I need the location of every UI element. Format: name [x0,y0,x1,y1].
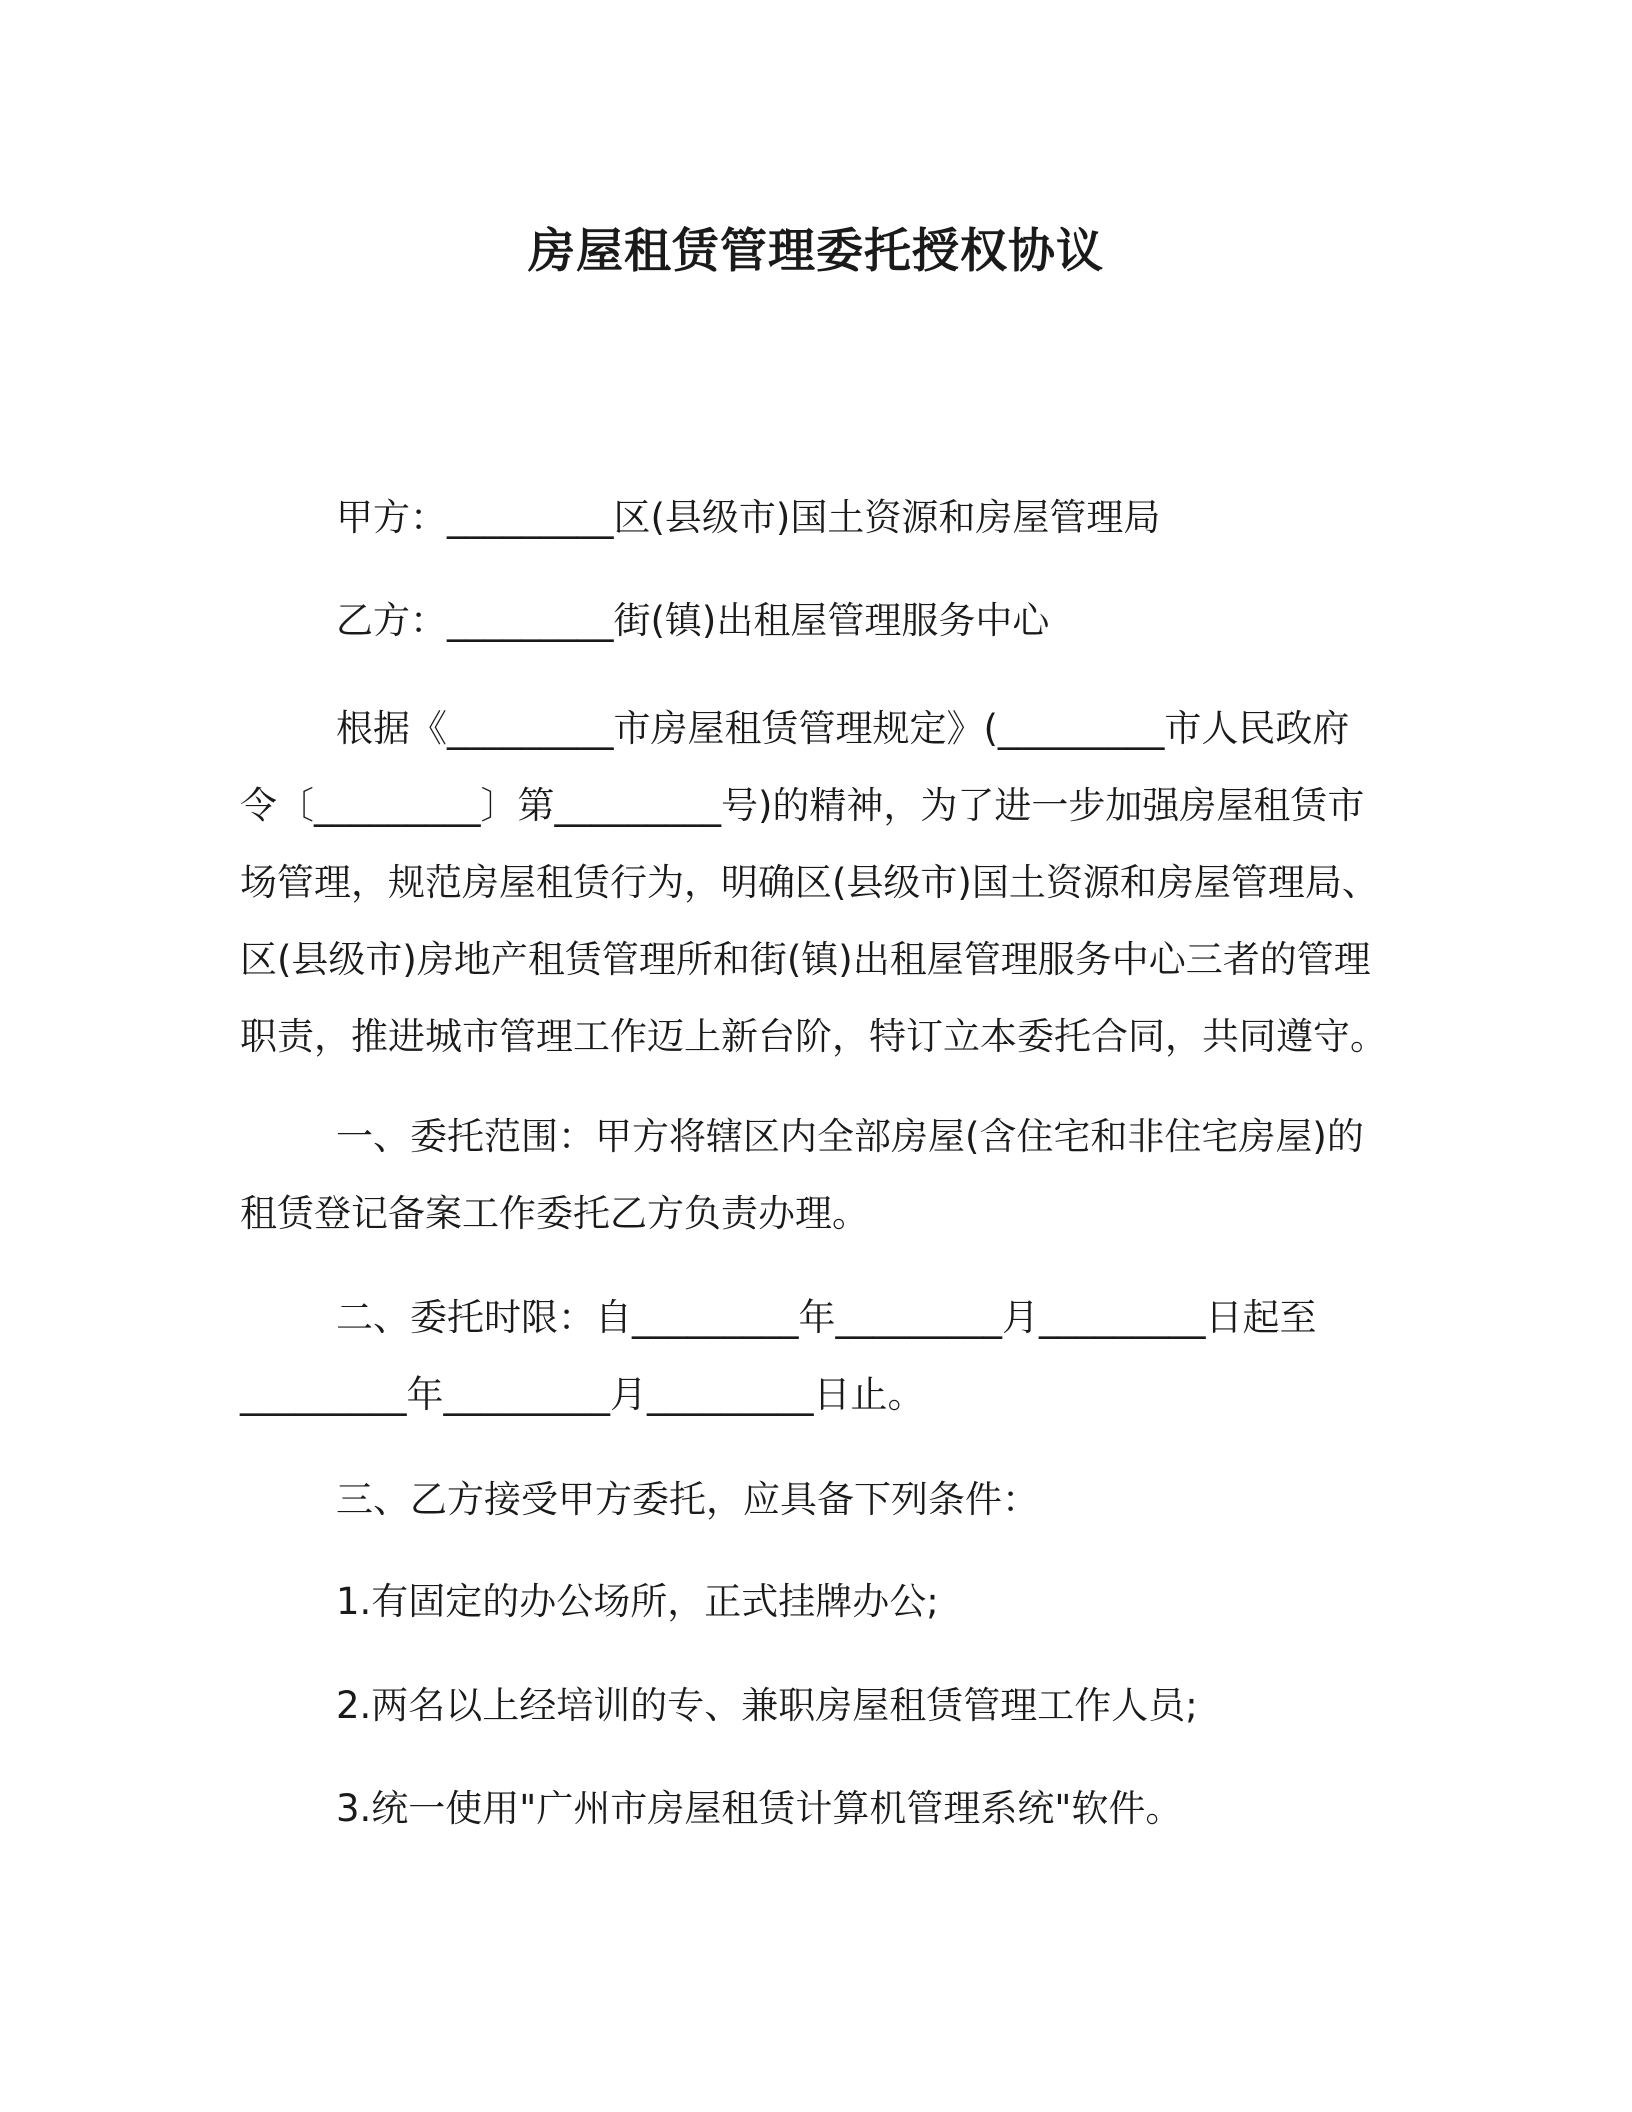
preamble-line: 令〔_________〕第_________号)的精神，为了进一步加强房屋租赁市 [240,784,1365,827]
clause-1-line: 一、委托范围：甲方将辖区内全部房屋(含住宅和非住宅房屋)的 [336,1115,1364,1158]
clause-2-line: 二、委托时限：自_________年_________月_________日起至 [336,1296,1317,1339]
preamble-line: 区(县级市)房地产租赁管理所和街(镇)出租屋管理服务中心三者的管理 [240,938,1371,981]
party-a: 甲方：_________区(县级市)国土资源和房屋管理局 [336,496,1161,539]
document-title: 房屋租赁管理委托授权协议 [528,224,1104,279]
party-b: 乙方：_________街(镇)出租屋管理服务中心 [336,599,1050,642]
condition-item: 2.两名以上经培训的专、兼职房屋租赁管理工作人员; [336,1684,1198,1727]
clause-2 [240,1279,1370,1433]
clause-1-line: 租赁登记备案工作委托乙方负责办理。 [240,1192,869,1235]
preamble-line: 根据《_________市房屋租赁管理规定》(_________市人民政府 [336,707,1350,750]
preamble-line: 职责，推进城市管理工作迈上新台阶，特订立本委托合同，共同遵守。 [240,1015,1387,1058]
condition-item: 3.统一使用"广州市房屋租赁计算机管理系统"软件。 [336,1787,1183,1830]
clause-3: 三、乙方接受甲方委托，应具备下列条件： [336,1478,1039,1521]
preamble-paragraph [240,690,1387,1075]
clause-2-line: _________年_________月_________日止。 [240,1373,925,1416]
preamble-line: 场管理，规范房屋租赁行为，明确区(县级市)国土资源和房屋管理局、 [240,861,1379,904]
condition-item: 1.有固定的办公场所，正式挂牌办公; [336,1580,939,1623]
clause-1 [240,1098,1370,1252]
